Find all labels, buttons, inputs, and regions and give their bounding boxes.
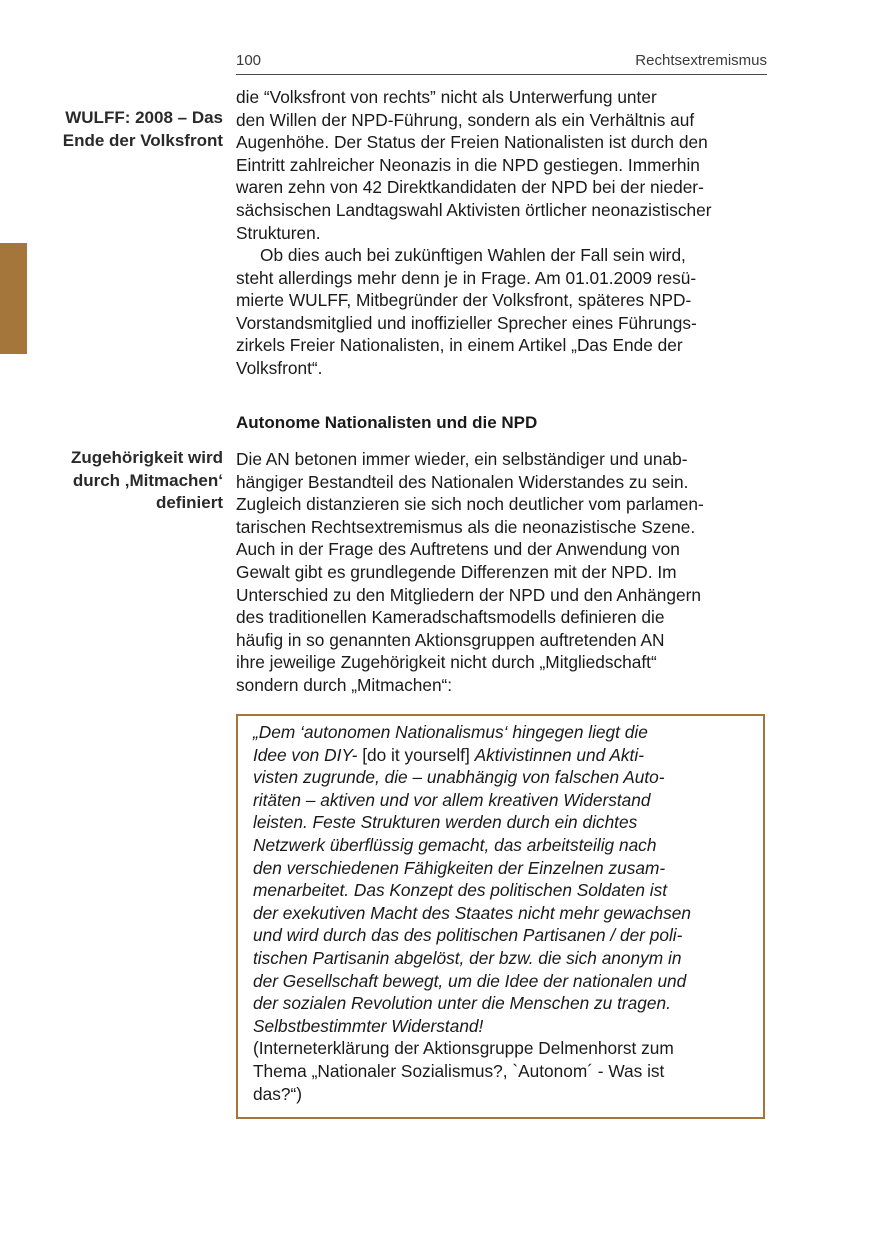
margin-note-line: durch ‚Mitmachen‘	[72, 470, 223, 490]
text-line: ihre jeweilige Zugehörigkeit nicht durch „Mitgliedschaft“	[236, 652, 657, 673]
quote-line	[253, 744, 763, 767]
quote-line: Selbstbestimmter Widerstand!	[253, 1015, 484, 1036]
text-line: Augenhöhe. Der Status der Freien Nationalisten ist durch den	[236, 132, 708, 153]
margin-note-line: Zugehörigkeit wird	[70, 448, 223, 467]
page-header	[236, 52, 767, 75]
text-line: des traditionellen Kameradschaftsmodells definieren die	[236, 607, 665, 628]
quote-line: menarbeitet. Das Konzept des politischen Soldaten ist	[253, 880, 668, 901]
quote-line: ritäten – aktiven und vor allem kreativen Widerstand	[253, 789, 651, 810]
text-line: sondern durch „Mitmachen“:	[236, 674, 453, 695]
quote-fragment: Idee von DIY-	[253, 744, 358, 765]
text-line: die “Volksfront von rechts” nicht als Unterwerfung unter	[236, 87, 657, 107]
paragraph-2	[236, 244, 776, 380]
quote-line: tischen Partisanin abgelöst, der bzw. die sich anonym in	[253, 947, 682, 968]
quote-text	[253, 721, 763, 1105]
text-line: Die AN betonen immer wieder, ein selbständiger und unab-	[236, 449, 688, 469]
text-line: Volksfront“.	[236, 357, 323, 378]
text-line: Zugleich distanzieren sie sich noch deutlicher vom parlamen-	[236, 494, 704, 515]
quote-line: der sozialen Revolution unter die Menschen zu tragen.	[253, 993, 671, 1014]
margin-note-mitmachen	[30, 447, 223, 515]
section-heading: Autonome Nationalisten und die NPD	[236, 413, 538, 432]
running-title: Rechtsextremismus	[635, 52, 767, 69]
text-line: mierte WULFF, Mitbegründer der Volksfront, späteres NPD-	[236, 290, 692, 311]
paragraph-1	[236, 86, 776, 244]
quote-line: visten zugrunde, die – unabhängig von falschen Auto-	[253, 767, 665, 788]
quote-source-line: das?“)	[253, 1083, 302, 1104]
text-line: Auch in der Frage des Auftretens und der Anwendung von	[236, 539, 680, 560]
chapter-thumb-tab	[0, 243, 27, 354]
quote-source-line: (Interneterklärung der Aktionsgruppe Delmenhorst zum	[253, 1038, 674, 1059]
quote-source-line: Thema „Nationaler Sozialismus?, `Autonom´ - Was ist	[253, 1060, 665, 1081]
text-line: Gewalt gibt es grundlegende Differenzen mit der NPD. Im	[236, 561, 677, 582]
quote-line: Netzwerk überflüssig gemacht, das arbeitsteilig nach	[253, 834, 657, 855]
text-line: Strukturen.	[236, 222, 321, 243]
quote-fragment: Aktivistinnen und Akti-	[474, 744, 644, 765]
text-line: waren zehn von 42 Direktkandidaten der NPD bei der nieder-	[236, 177, 704, 198]
text-line: hängiger Bestandteil des Nationalen Widerstandes zu sein.	[236, 471, 689, 492]
page-number: 100	[236, 52, 262, 69]
quote-line: leisten. Feste Strukturen werden durch ein dichtes	[253, 812, 638, 833]
text-line: tarischen Rechtsextremismus als die neonazistische Szene.	[236, 516, 696, 537]
text-line: Ob dies auch bei zukünftigen Wahlen der Fall sein wird,	[260, 245, 686, 265]
margin-note-line: Ende der Volksfront	[62, 130, 223, 150]
text-line: Eintritt zahlreicher Neonazis in die NPD gestiegen. Immerhin	[236, 154, 700, 175]
text-line: steht allerdings mehr denn je in Frage. Am 01.01.2009 resü-	[236, 267, 697, 288]
text-line: häufig in so genannten Aktionsgruppen auftretenden AN	[236, 629, 665, 650]
margin-note-wulff	[30, 107, 223, 152]
quote-line: den verschiedenen Fähigkeiten der Einzelnen zusam-	[253, 857, 666, 878]
quote-line: und wird durch das des politischen Partisanen / der poli-	[253, 925, 683, 946]
quote-line: „Dem ‘autonomen Nationalismus‘ hingegen liegt die	[253, 722, 648, 742]
text-line: zirkels Freier Nationalisten, in einem Artikel „Das Ende der	[236, 335, 683, 356]
text-line: Unterschied zu den Mitgliedern der NPD und den Anhängern	[236, 584, 701, 605]
margin-note-line: WULFF: 2008 – Das	[65, 108, 223, 127]
quote-fragment: [do it yourself]	[357, 744, 475, 765]
margin-note-line: definiert	[155, 493, 223, 513]
quote-line: der exekutiven Macht des Staates nicht mehr gewachsen	[253, 902, 692, 923]
quote-line: der Gesellschaft bewegt, um die Idee der nationalen und	[253, 970, 687, 991]
text-line: Vorstandsmitglied und inoffizieller Sprecher eines Führungs-	[236, 312, 697, 333]
text-line: den Willen der NPD-Führung, sondern als ein Verhältnis auf	[236, 109, 695, 130]
text-line: sächsischen Landtagswahl Aktivisten örtlicher neonazistischer	[236, 199, 712, 220]
paragraph-3	[236, 448, 776, 697]
